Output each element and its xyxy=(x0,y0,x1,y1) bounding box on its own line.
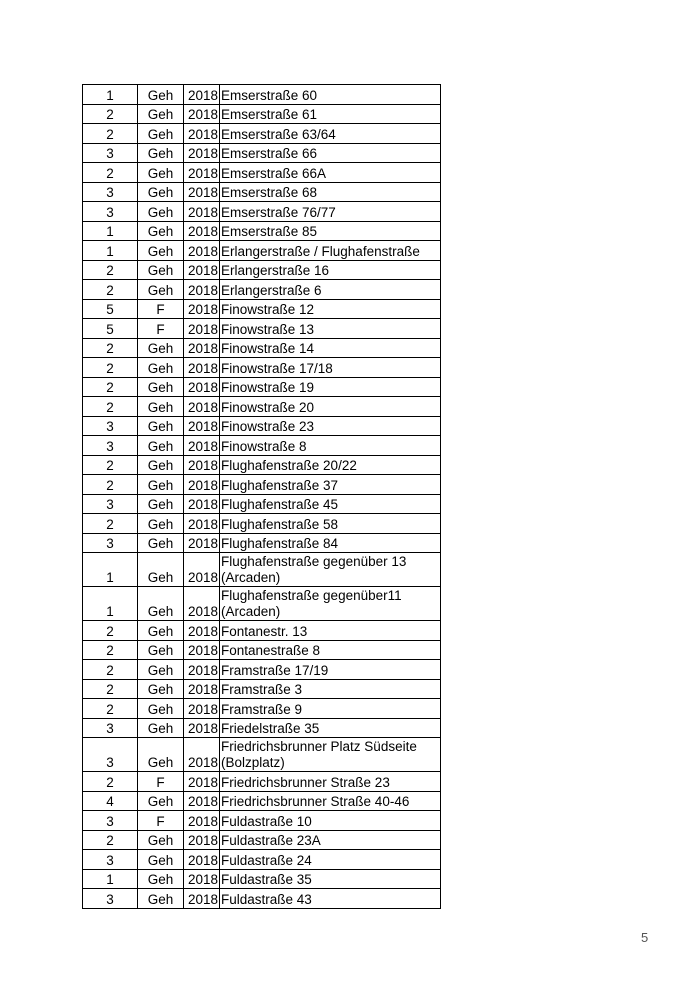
cell-type: F xyxy=(138,299,184,319)
cell-location: Fuldastraße 23A xyxy=(220,830,441,850)
cell-location: Friedrichsbrunner Straße 40-46 xyxy=(220,791,441,811)
cell-year: 2018 xyxy=(184,202,220,222)
cell-location: Finowstraße 23 xyxy=(220,416,441,436)
table-row xyxy=(83,241,441,261)
cell-type: F xyxy=(138,811,184,831)
cell-type: Geh xyxy=(138,377,184,397)
cell-year: 2018 xyxy=(184,319,220,339)
cell-location: Erlangerstraße 16 xyxy=(220,260,441,280)
cell-count: 2 xyxy=(83,397,138,417)
table-row xyxy=(83,772,441,792)
cell-year: 2018 xyxy=(184,358,220,378)
cell-location: Framstraße 3 xyxy=(220,679,441,699)
cell-location: Flughafenstraße 84 xyxy=(220,533,441,553)
cell-location: Flughafenstraße gegenüber 13 (Arcaden) xyxy=(220,553,441,587)
cell-count: 2 xyxy=(83,104,138,124)
cell-location: Framstraße 17/19 xyxy=(220,660,441,680)
table-row xyxy=(83,699,441,719)
table-row xyxy=(83,791,441,811)
table-row xyxy=(83,850,441,870)
cell-count: 1 xyxy=(83,241,138,261)
cell-count: 2 xyxy=(83,475,138,495)
cell-location: Finowstraße 20 xyxy=(220,397,441,417)
table-row xyxy=(83,514,441,534)
cell-count: 5 xyxy=(83,299,138,319)
cell-location: Flughafenstraße 20/22 xyxy=(220,455,441,475)
table-row xyxy=(83,811,441,831)
cell-type: Geh xyxy=(138,338,184,358)
cell-count: 1 xyxy=(83,553,138,587)
cell-year: 2018 xyxy=(184,494,220,514)
cell-year: 2018 xyxy=(184,455,220,475)
cell-year: 2018 xyxy=(184,104,220,124)
cell-type: Geh xyxy=(138,104,184,124)
cell-year: 2018 xyxy=(184,718,220,738)
cell-location: Fontanestraße 8 xyxy=(220,640,441,660)
cell-count: 2 xyxy=(83,660,138,680)
cell-count: 2 xyxy=(83,830,138,850)
cell-location: Fuldastraße 43 xyxy=(220,889,441,909)
cell-count: 2 xyxy=(83,679,138,699)
cell-count: 3 xyxy=(83,718,138,738)
cell-count: 3 xyxy=(83,533,138,553)
cell-count: 2 xyxy=(83,280,138,300)
cell-count: 2 xyxy=(83,514,138,534)
cell-count: 1 xyxy=(83,221,138,241)
table-row xyxy=(83,475,441,495)
cell-type: Geh xyxy=(138,358,184,378)
cell-count: 3 xyxy=(83,143,138,163)
cell-location: Fuldastraße 10 xyxy=(220,811,441,831)
cell-location: Emserstraße 76/77 xyxy=(220,202,441,222)
cell-year: 2018 xyxy=(184,679,220,699)
cell-count: 3 xyxy=(83,738,138,772)
cell-location: Fontanestr. 13 xyxy=(220,621,441,641)
cell-year: 2018 xyxy=(184,699,220,719)
table-row xyxy=(83,85,441,105)
cell-year: 2018 xyxy=(184,869,220,889)
cell-type: Geh xyxy=(138,475,184,495)
cell-year: 2018 xyxy=(184,660,220,680)
table-row xyxy=(83,104,441,124)
cell-count: 5 xyxy=(83,319,138,339)
cell-year: 2018 xyxy=(184,889,220,909)
cell-type: F xyxy=(138,772,184,792)
cell-count: 3 xyxy=(83,436,138,456)
cell-location: Emserstraße 66A xyxy=(220,163,441,183)
cell-location: Fuldastraße 24 xyxy=(220,850,441,870)
table-row xyxy=(83,640,441,660)
cell-count: 2 xyxy=(83,699,138,719)
cell-count: 3 xyxy=(83,416,138,436)
cell-location: Erlangerstraße 6 xyxy=(220,280,441,300)
cell-year: 2018 xyxy=(184,338,220,358)
cell-location: Emserstraße 85 xyxy=(220,221,441,241)
cell-location: Finowstraße 17/18 xyxy=(220,358,441,378)
cell-year: 2018 xyxy=(184,436,220,456)
cell-type: Geh xyxy=(138,280,184,300)
cell-count: 2 xyxy=(83,124,138,144)
cell-count: 2 xyxy=(83,377,138,397)
cell-type: Geh xyxy=(138,85,184,105)
cell-count: 3 xyxy=(83,202,138,222)
table-row xyxy=(83,202,441,222)
cell-count: 3 xyxy=(83,182,138,202)
cell-year: 2018 xyxy=(184,811,220,831)
cell-year: 2018 xyxy=(184,791,220,811)
table-row xyxy=(83,416,441,436)
table-row xyxy=(83,319,441,339)
cell-type: Geh xyxy=(138,850,184,870)
cell-year: 2018 xyxy=(184,587,220,621)
cell-year: 2018 xyxy=(184,260,220,280)
cell-type: Geh xyxy=(138,718,184,738)
cell-count: 2 xyxy=(83,163,138,183)
cell-year: 2018 xyxy=(184,416,220,436)
cell-year: 2018 xyxy=(184,850,220,870)
cell-type: Geh xyxy=(138,699,184,719)
table-row xyxy=(83,494,441,514)
table-row xyxy=(83,358,441,378)
cell-type: Geh xyxy=(138,660,184,680)
cell-type: Geh xyxy=(138,889,184,909)
cell-count: 1 xyxy=(83,869,138,889)
cell-type: Geh xyxy=(138,143,184,163)
cell-location: Flughafenstraße 45 xyxy=(220,494,441,514)
cell-type: Geh xyxy=(138,679,184,699)
cell-type: Geh xyxy=(138,533,184,553)
cell-year: 2018 xyxy=(184,830,220,850)
cell-count: 2 xyxy=(83,260,138,280)
page-number: 5 xyxy=(641,930,649,945)
cell-location: Emserstraße 63/64 xyxy=(220,124,441,144)
cell-location: Finowstraße 12 xyxy=(220,299,441,319)
cell-count: 2 xyxy=(83,358,138,378)
cell-type: Geh xyxy=(138,163,184,183)
cell-location: Friedrichsbrunner Straße 23 xyxy=(220,772,441,792)
cell-year: 2018 xyxy=(184,640,220,660)
table-row xyxy=(83,280,441,300)
cell-type: Geh xyxy=(138,260,184,280)
cell-location: Finowstraße 14 xyxy=(220,338,441,358)
cell-year: 2018 xyxy=(184,533,220,553)
cell-count: 2 xyxy=(83,621,138,641)
table-row xyxy=(83,338,441,358)
cell-year: 2018 xyxy=(184,182,220,202)
cell-year: 2018 xyxy=(184,738,220,772)
cell-type: Geh xyxy=(138,124,184,144)
cell-year: 2018 xyxy=(184,475,220,495)
cell-type: F xyxy=(138,319,184,339)
cell-year: 2018 xyxy=(184,124,220,144)
table-row xyxy=(83,182,441,202)
cell-location: Emserstraße 61 xyxy=(220,104,441,124)
cell-location: Flughafenstraße gegenüber11 (Arcaden) xyxy=(220,587,441,621)
cell-type: Geh xyxy=(138,241,184,261)
table-row xyxy=(83,553,441,587)
cell-location: Finowstraße 13 xyxy=(220,319,441,339)
table-row xyxy=(83,377,441,397)
cell-type: Geh xyxy=(138,416,184,436)
cell-type: Geh xyxy=(138,791,184,811)
cell-type: Geh xyxy=(138,514,184,534)
cell-count: 3 xyxy=(83,811,138,831)
cell-type: Geh xyxy=(138,553,184,587)
cell-type: Geh xyxy=(138,182,184,202)
table-row xyxy=(83,163,441,183)
table-row xyxy=(83,679,441,699)
data-table xyxy=(82,84,441,909)
cell-count: 2 xyxy=(83,338,138,358)
cell-year: 2018 xyxy=(184,280,220,300)
cell-count: 2 xyxy=(83,455,138,475)
cell-location: Emserstraße 68 xyxy=(220,182,441,202)
cell-location: Erlangerstraße / Flughafenstraße xyxy=(220,241,441,261)
cell-count: 2 xyxy=(83,640,138,660)
cell-count: 1 xyxy=(83,85,138,105)
cell-year: 2018 xyxy=(184,621,220,641)
cell-location: Flughafenstraße 37 xyxy=(220,475,441,495)
table-row xyxy=(83,436,441,456)
cell-type: Geh xyxy=(138,830,184,850)
table-body xyxy=(83,85,441,909)
cell-count: 4 xyxy=(83,791,138,811)
cell-count: 2 xyxy=(83,772,138,792)
cell-type: Geh xyxy=(138,494,184,514)
cell-type: Geh xyxy=(138,455,184,475)
cell-location: Emserstraße 66 xyxy=(220,143,441,163)
cell-count: 1 xyxy=(83,587,138,621)
cell-location: Emserstraße 60 xyxy=(220,85,441,105)
cell-year: 2018 xyxy=(184,241,220,261)
cell-location: Framstraße 9 xyxy=(220,699,441,719)
table-row xyxy=(83,587,441,621)
cell-count: 3 xyxy=(83,850,138,870)
cell-year: 2018 xyxy=(184,772,220,792)
cell-type: Geh xyxy=(138,436,184,456)
cell-year: 2018 xyxy=(184,377,220,397)
table-row xyxy=(83,221,441,241)
cell-type: Geh xyxy=(138,397,184,417)
table-row xyxy=(83,621,441,641)
table-row xyxy=(83,397,441,417)
cell-type: Geh xyxy=(138,738,184,772)
cell-location: Fuldastraße 35 xyxy=(220,869,441,889)
cell-location: Friedrichsbrunner Platz Südseite (Bolzplatz) xyxy=(220,738,441,772)
cell-type: Geh xyxy=(138,869,184,889)
table-row xyxy=(83,455,441,475)
cell-year: 2018 xyxy=(184,221,220,241)
cell-type: Geh xyxy=(138,621,184,641)
table-row xyxy=(83,869,441,889)
cell-year: 2018 xyxy=(184,85,220,105)
cell-type: Geh xyxy=(138,202,184,222)
cell-location: Finowstraße 8 xyxy=(220,436,441,456)
cell-count: 3 xyxy=(83,889,138,909)
cell-type: Geh xyxy=(138,221,184,241)
table-row xyxy=(83,533,441,553)
table-row xyxy=(83,143,441,163)
cell-year: 2018 xyxy=(184,163,220,183)
cell-year: 2018 xyxy=(184,397,220,417)
cell-location: Finowstraße 19 xyxy=(220,377,441,397)
cell-count: 3 xyxy=(83,494,138,514)
cell-year: 2018 xyxy=(184,299,220,319)
table-row xyxy=(83,299,441,319)
cell-year: 2018 xyxy=(184,143,220,163)
table-row xyxy=(83,718,441,738)
cell-year: 2018 xyxy=(184,514,220,534)
cell-location: Flughafenstraße 58 xyxy=(220,514,441,534)
table-row xyxy=(83,830,441,850)
table-row xyxy=(83,738,441,772)
table-row xyxy=(83,124,441,144)
table-row xyxy=(83,889,441,909)
cell-type: Geh xyxy=(138,640,184,660)
cell-year: 2018 xyxy=(184,553,220,587)
table-row xyxy=(83,660,441,680)
table-row xyxy=(83,260,441,280)
cell-type: Geh xyxy=(138,587,184,621)
cell-location: Friedelstraße 35 xyxy=(220,718,441,738)
